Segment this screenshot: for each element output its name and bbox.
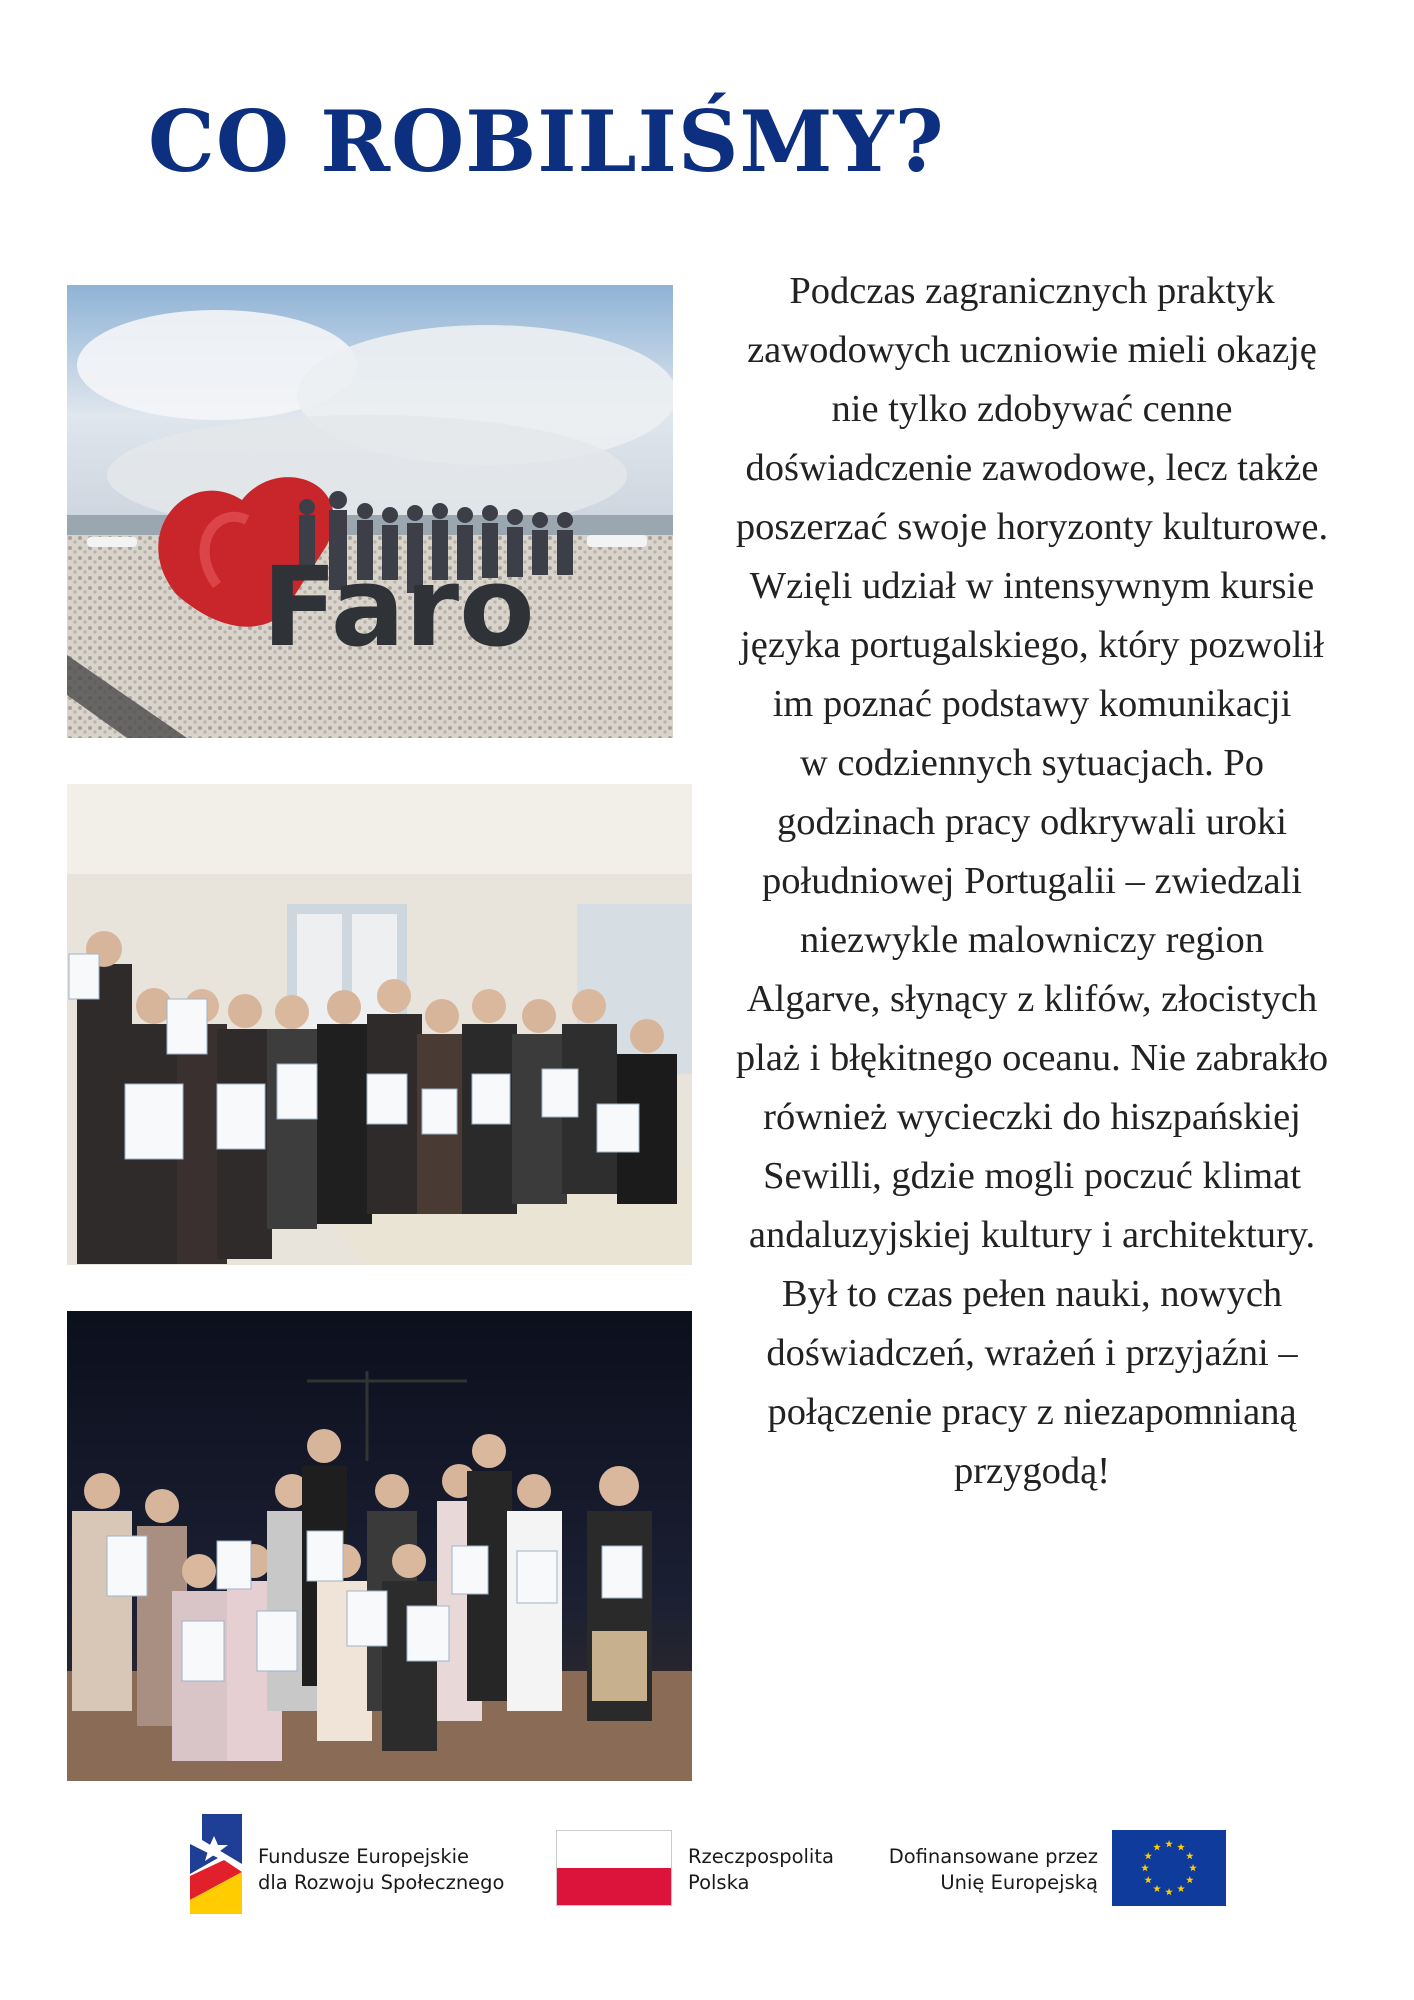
body-line: również wycieczki do hiszpańskiej <box>763 1096 1301 1138</box>
body-line: języka portugalskiego, który pozwolił <box>740 624 1324 666</box>
body-line: im poznać podstawy komunikacji <box>772 683 1292 725</box>
pl-line-2: Polska <box>688 1871 750 1894</box>
fe-line-2: dla Rozwoju Społecznego <box>258 1871 505 1894</box>
rzeczpospolita-polska-label <box>688 1844 834 1896</box>
polish-flag-icon <box>556 1830 672 1906</box>
body-line: Sewilli, gdzie mogli poczuć klimat <box>763 1155 1301 1197</box>
body-line: andaluzyjskiej kultury i architektury. <box>748 1214 1316 1256</box>
body-line: Wzięli udział w intensywnym kursie <box>749 565 1315 607</box>
body-line: zawodowych uczniowie mieli okazję <box>747 329 1317 371</box>
body-line: Algarve, słynący z klifów, złocistych <box>746 978 1318 1020</box>
dofinansowane-label <box>868 1844 1098 1896</box>
body-line: doświadczeń, wrażeń i przyjaźni – <box>766 1332 1298 1374</box>
page-title: CO ROBILIŚMY? <box>148 92 945 191</box>
body-line: plaż i błękitnego oceanu. Nie zabrakło <box>735 1037 1329 1079</box>
body-line: przygodą! <box>953 1450 1111 1492</box>
fundusze-europejskie-logo-icon <box>190 1814 242 1914</box>
eu-line-1: Dofinansowane przez <box>888 1845 1098 1868</box>
eu-line-2: Unię Europejską <box>940 1871 1098 1894</box>
pl-line-1: Rzeczpospolita <box>688 1845 834 1868</box>
classroom-group-photo <box>67 784 692 1265</box>
night-group-photo <box>67 1311 692 1781</box>
body-line: nie tylko zdobywać cenne <box>831 388 1233 430</box>
fe-line-1: Fundusze Europejskie <box>258 1845 470 1868</box>
body-line: poszerzać swoje horyzonty kulturowe. <box>735 506 1329 548</box>
eu-flag-icon <box>1112 1830 1226 1906</box>
fundusze-europejskie-label <box>258 1844 504 1896</box>
faro-letters: Faro <box>262 543 535 671</box>
body-paragraph <box>692 262 1372 1501</box>
body-line: godzinach pracy odkrywali uroki <box>777 801 1287 843</box>
body-line: Był to czas pełen nauki, nowych <box>781 1273 1283 1315</box>
faro-sign-photo <box>67 285 673 738</box>
body-line: Podczas zagranicznych praktyk <box>789 270 1275 312</box>
body-line: południowej Portugalii – zwiedzali <box>762 860 1302 902</box>
body-line: połączenie pracy z niezapomnianą <box>767 1391 1297 1433</box>
body-line: niezwykle malowniczy region <box>800 919 1264 961</box>
body-line: w codziennych sytuacjach. Po <box>800 742 1264 784</box>
funding-footer <box>0 1810 1414 1930</box>
body-line: doświadczenie zawodowe, lecz także <box>745 447 1319 489</box>
